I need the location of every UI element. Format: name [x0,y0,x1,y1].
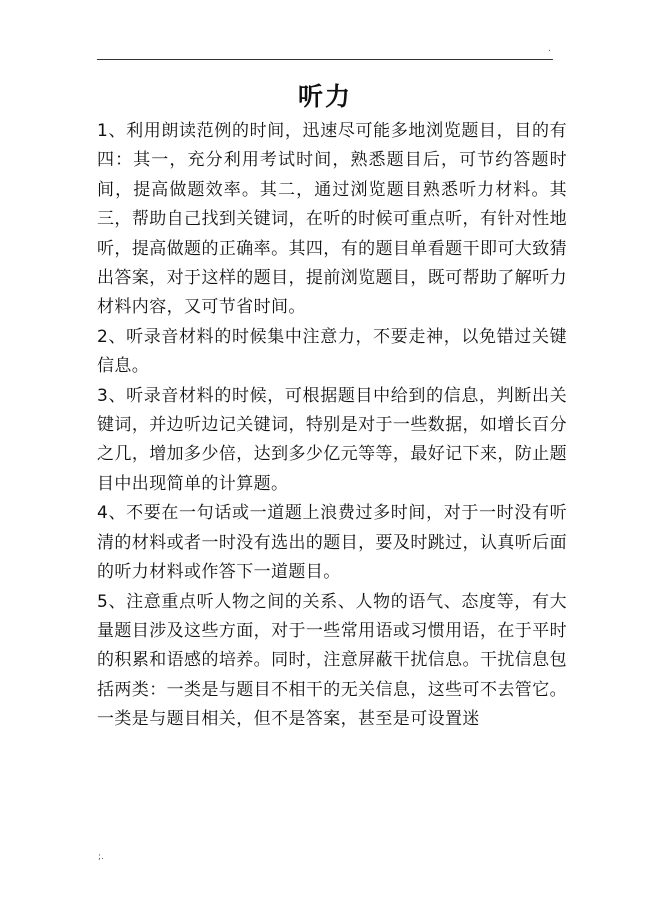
page-title: 听力 [297,82,352,111]
paragraph-5: 5、注意重点听人物之间的关系、人物的语气、态度等，有大量题目涉及这些方面，对于一些常用语或习惯用语，在于平时的积累和语感的培养。同时，注意屏蔽干扰信息。干扰信息包括两类：一类是与题目不相干的无关信息，这些可不去管它。一类是与题目相关，但不是答案，甚至是可设置迷 [97,591,567,730]
paragraph-1: 1、利用朗读范例的时间，迅速尽可能多地浏览题目，目的有四：其一，充分利用考试时间，熟悉题目后，可节约答题时间，提高做题效率。其二，通过浏览题目熟悉听力材料。其三，帮助自己找到关键词，在听的时候可重点听，有针对性地听，提高做题的正确率。其四，有的题目单看题干即可大致猜出答案，对于这样的题目，提前浏览题目，既可帮助了解听力材料内容，又可节省时间。 [97,121,567,318]
footer-mark: ;. [98,852,104,862]
header-mark: . [548,44,551,54]
paragraph-2: 2、听录音材料的时候集中注意力，不要走神，以免错过关键信息。 [97,326,567,377]
paragraph-4: 4、不要在一句话或一道题上浪费过多时间，对于一时没有听清的材料或者一时没有选出的题目，要及时跳过，认真听后面的听力材料或作答下一道题目。 [97,503,567,583]
document-body [97,117,567,735]
header-rule [97,59,553,60]
paragraph-3: 3、听录音材料的时候，可根据题目中给到的信息，判断出关键词，并边听边记关键词，特别是对于一些数据，如增长百分之几，增加多少倍，达到多少亿元等等，最好记下来，防止题目中出现简单的计算题。 [97,385,567,494]
